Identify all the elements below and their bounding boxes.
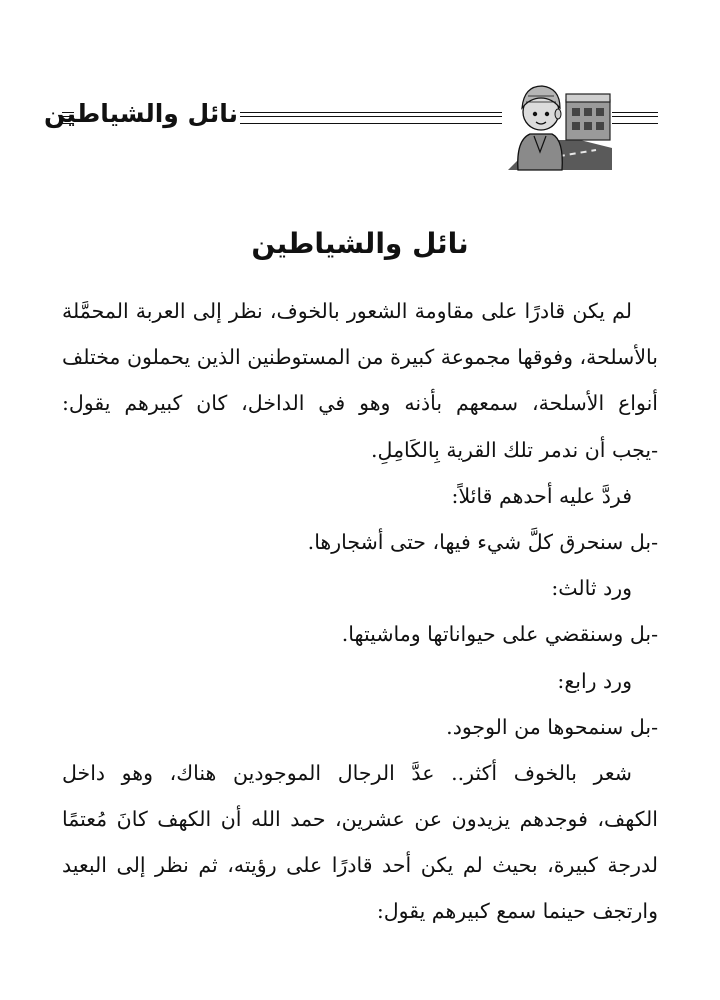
text-line: بالأسلحة، وفوقها مجموعة كبيرة من المستوطنين الذين يحملون مختلف: [62, 345, 658, 370]
page-header: [0, 78, 720, 178]
header-rule-middle: [240, 112, 502, 124]
chapter-title: نائل والشياطين: [251, 227, 469, 260]
dialogue-line: -بل وسنقضي على حيواناتها وماشيتها.: [341, 622, 658, 647]
text-line: لدرجة كبيرة، بحيث لم يكن أحد قادرًا على رؤيته، ثم نظر إلى البعيد: [62, 853, 658, 878]
header-rule-right: [612, 112, 658, 124]
text-line: وارتجف حينما سمع كبيرهم يقول:: [376, 899, 658, 924]
text-line: أنواع الأسلحة، سمعهم بأذنه وهو في الداخل، كان كبيرهم يقول:: [62, 391, 658, 416]
text-line: ورد رابع:: [557, 668, 632, 693]
text-line: لم يكن قادرًا على مقاومة الشعور بالخوف، نظر إلى العربة المحمَّلة: [62, 299, 632, 323]
running-header-title: نائل والشياطين: [44, 99, 238, 128]
text-line: شعر بالخوف أكثر.. عدَّ الرجال الموجودين هناك، وهو داخل: [62, 760, 632, 785]
dialogue-line: -بل سنحرق كلَّ شيء فيها، حتى أشجارها.: [307, 529, 658, 554]
text-line: الكهف، فوجدهم يزيدون عن عشرين، حمد الله أن الكهف كانَ مُعتمًا: [62, 807, 658, 832]
header-rule-left: [62, 112, 74, 124]
boy-illustration-icon: [508, 78, 612, 174]
text-line: فردَّ عليه أحدهم قائلاً:: [451, 483, 632, 508]
dialogue-line: -بل سنمحوها من الوجود.: [446, 714, 658, 739]
body-text: [62, 288, 658, 935]
text-line: ورد ثالث:: [551, 576, 632, 601]
dialogue-line: -يجب أن ندمر تلك القرية بِالكَامِلِ.: [371, 437, 658, 462]
